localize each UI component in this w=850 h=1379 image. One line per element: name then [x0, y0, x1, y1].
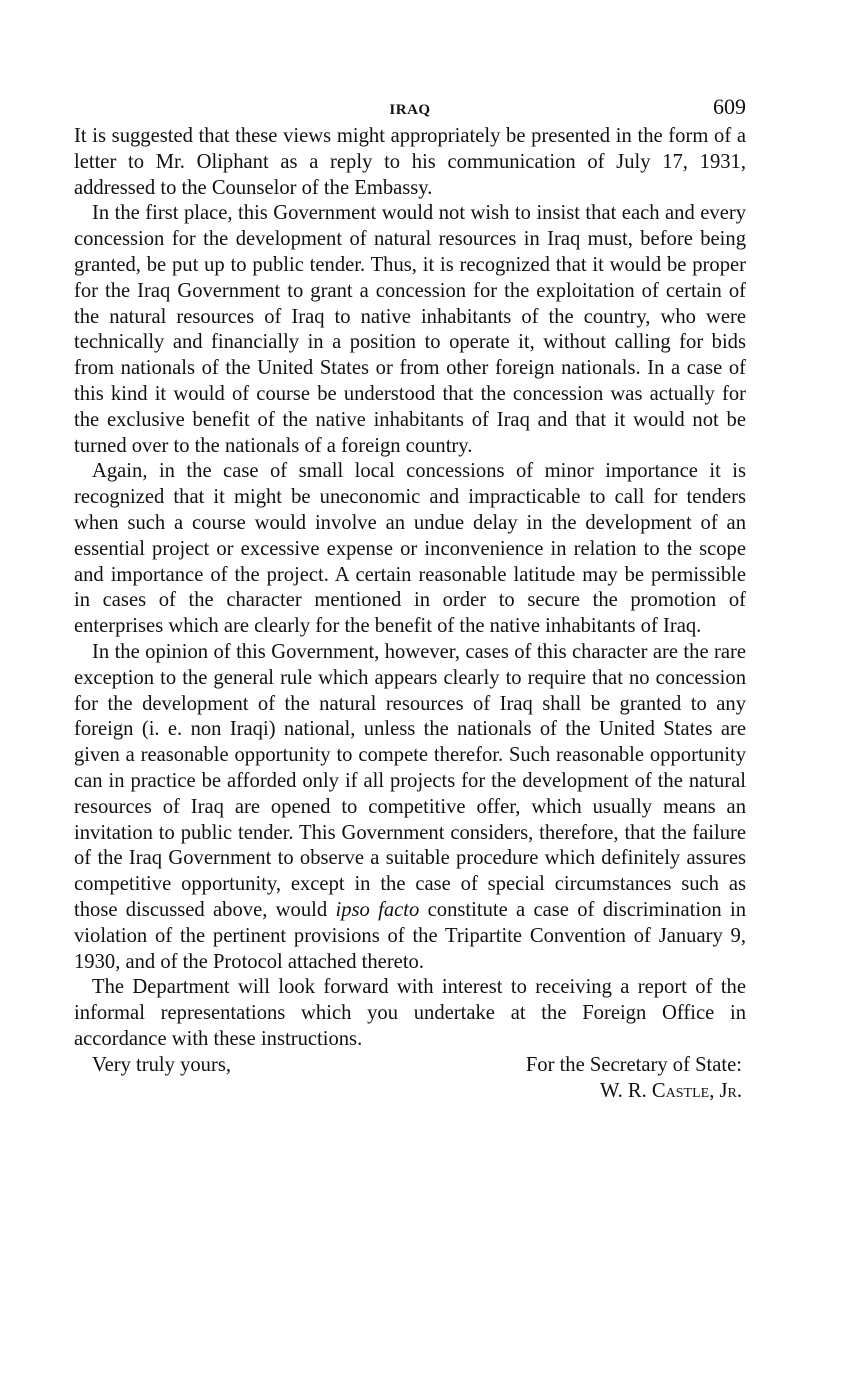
page-number: 609 [713, 94, 746, 119]
ipso-facto-emphasis: ipso facto [335, 898, 420, 921]
signature-name: W. R. Castle, Jr. [600, 1079, 742, 1102]
paragraph-government-opinion-text-before: In the opinion of this Government, however, cases of this character are the rare exception to the general rule which appears clearly to require that no concession for the development of the natural resources of Iraq shall be granted to any foreign (i. e. non Iraqi) national, unless the nationals of the United States are given a reasonable opportunity to compete therefor. Such reasonable opportunity can in practice be afforded only if all projects for the development of the natural resources of Iraq are opened to competitive offer, which usually means an invitation to public tender. This Government considers, therefore, that the failure of the Iraq Government to observe a suitable procedure which definitely assures competitive opportunity, except in the case of special circumstances such as those discussed above, would [74, 640, 746, 921]
paragraph-first-place: In the first place, this Government would not wish to insist that each and every concession for the development of natural resources in Iraq must, before being granted, be put up to public tender. Thus, it is recognized that it would be proper for the Iraq Government to grant a concession for the exploitation of certain of the natural resources of Iraq to native inhabitants of the country, who were technically and financially in a position to operate it, without calling for bids from nationals of the United States or from other foreign nationals. In a case of this kind it would of course be understood that the concession was actually for the exclusive benefit of the native inhabitants of Iraq and that it would not be turned over to the nationals of a foreign country. [74, 202, 746, 457]
paragraph-local-concessions: Again, in the case of small local concessions of minor importance it is recognized that it might be uneconomic and impracticable to call for tenders when such a course would involve an undue delay in the development of an essential project or excessive expense or inconvenience in relation to the scope and importance of the project. A certain reasonable latitude may be permissible in cases of the character mentioned in order to secure the promotion of enterprises which are clearly for the benefit of the native inhabitants of Iraq. [74, 460, 746, 638]
signatory-line: For the Secretary of State: [525, 1053, 742, 1076]
paragraph-department-report: The Department will look forward with interest to receiving a report of the informal representations which you undertake at the Foreign Office in accordance with these instructions. [74, 976, 746, 1050]
document-page [74, 92, 746, 1105]
running-header [74, 92, 746, 124]
paragraph-government-opinion [74, 640, 746, 975]
letter-closing [74, 1053, 746, 1105]
letter-body [74, 124, 746, 1053]
paragraph-government-opinion-text-after: constitute a case of discrimination in violation of the pertinent provisions of the Tripartite Convention of January 9, 1930, and of the Protocol attached thereto. [74, 898, 747, 973]
paragraph-suggestion: It is suggested that these views might appropriately be presented in the form of a letter to Mr. Oliphant as a reply to his communication of July 17, 1931, addressed to the Counselor of the Embassy. [74, 125, 746, 199]
running-title: IRAQ [389, 102, 431, 118]
valediction: Very truly yours, [92, 1053, 231, 1076]
